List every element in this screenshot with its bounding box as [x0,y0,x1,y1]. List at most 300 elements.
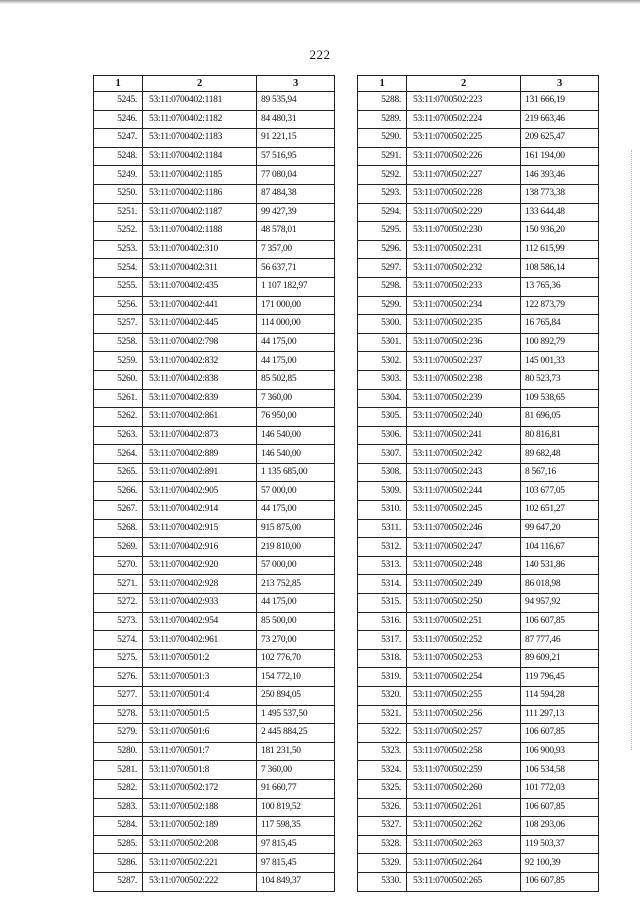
table-row [94,370,335,389]
value-cell: 133 644,48 [521,203,599,222]
table-row [94,389,335,408]
value-cell: 57 000,00 [257,556,335,575]
value-cell: 1 107 182,97 [257,277,335,296]
cadastral-number-cell: 53:11:0700502:254 [407,668,521,687]
cadastral-number-cell: 53:11:0700502:229 [407,203,521,222]
table-row [358,761,599,780]
table-row [94,222,335,241]
cadastral-number-cell: 53:11:0700402:928 [143,575,257,594]
value-cell: 150 936,20 [521,222,599,241]
row-number-cell: 5275. [94,649,143,668]
row-number-cell: 5313. [358,556,407,575]
column-header-number: 1 [358,76,407,92]
table-row [94,761,335,780]
cadastral-number-cell: 53:11:0700402:1185 [143,166,257,185]
cadastral-number-cell: 53:11:0700402:832 [143,352,257,371]
row-number-cell: 5295. [358,222,407,241]
table-row [358,184,599,203]
row-number-cell: 5257. [94,315,143,334]
table-row [358,687,599,706]
cadastral-number-cell: 53:11:0700501:6 [143,724,257,743]
value-cell: 97 815,45 [257,835,335,854]
value-cell: 119 796,45 [521,668,599,687]
table-row [358,575,599,594]
cadastral-number-cell: 53:11:0700502:245 [407,501,521,520]
cadastral-number-cell: 53:11:0700402:1188 [143,222,257,241]
table-row [94,817,335,836]
cadastral-number-cell: 53:11:0700402:311 [143,259,257,278]
value-cell: 106 607,85 [521,872,599,891]
cadastral-number-cell: 53:11:0700502:247 [407,538,521,557]
value-cell: 146 540,00 [257,426,335,445]
cadastral-number-cell: 53:11:0700402:916 [143,538,257,557]
value-cell: 7 360,00 [257,389,335,408]
table-row [94,575,335,594]
value-cell: 146 540,00 [257,445,335,464]
cadastral-number-cell: 53:11:0700402:915 [143,519,257,538]
cadastral-number-cell: 53:11:0700402:861 [143,408,257,427]
row-number-cell: 5250. [94,184,143,203]
row-number-cell: 5285. [94,835,143,854]
row-number-cell: 5294. [358,203,407,222]
table-body-left [94,92,335,892]
row-number-cell: 5308. [358,463,407,482]
row-number-cell: 5259. [94,352,143,371]
cadastral-number-cell: 53:11:0700502:262 [407,817,521,836]
row-number-cell: 5316. [358,612,407,631]
cadastral-number-cell: 53:11:0700402:441 [143,296,257,315]
cadastral-number-cell: 53:11:0700402:839 [143,389,257,408]
value-cell: 73 270,00 [257,631,335,650]
cadastral-number-cell: 53:11:0700502:240 [407,408,521,427]
cadastral-number-cell: 53:11:0700502:264 [407,854,521,873]
column-header-number: 1 [94,76,143,92]
value-cell: 112 615,99 [521,240,599,259]
table-row [358,872,599,891]
cadastral-number-cell: 53:11:0700501:5 [143,705,257,724]
cadastral-number-cell: 53:11:0700502:188 [143,798,257,817]
row-number-cell: 5312. [358,538,407,557]
value-cell: 102 651,27 [521,501,599,520]
row-number-cell: 5298. [358,277,407,296]
cadastral-number-cell: 53:11:0700502:228 [407,184,521,203]
value-cell: 77 080,04 [257,166,335,185]
table-row [94,426,335,445]
cadastral-number-cell: 53:11:0700502:225 [407,129,521,148]
row-number-cell: 5248. [94,147,143,166]
row-number-cell: 5306. [358,426,407,445]
table-row [94,594,335,613]
row-number-cell: 5245. [94,92,143,111]
cadastral-number-cell: 53:11:0700402:891 [143,463,257,482]
cadastral-number-cell: 53:11:0700402:1183 [143,129,257,148]
table-row [94,872,335,891]
value-cell: 102 776,70 [257,649,335,668]
value-cell: 99 427,39 [257,203,335,222]
value-cell: 57 000,00 [257,482,335,501]
value-cell: 76 950,00 [257,408,335,427]
value-cell: 104 849,37 [257,872,335,891]
value-cell: 87 484,38 [257,184,335,203]
cadastral-number-cell: 53:11:0700502:189 [143,817,257,836]
table-body-right [358,92,599,892]
row-number-cell: 5289. [358,110,407,129]
table-row [94,798,335,817]
table-row [358,631,599,650]
scan-edge [0,0,640,4]
value-cell: 89 682,48 [521,445,599,464]
table-row [358,742,599,761]
value-cell: 44 175,00 [257,594,335,613]
row-number-cell: 5258. [94,333,143,352]
value-cell: 146 393,46 [521,166,599,185]
cadastral-number-cell: 53:11:0700502:260 [407,779,521,798]
value-cell: 16 765,84 [521,315,599,334]
row-number-cell: 5274. [94,631,143,650]
row-number-cell: 5305. [358,408,407,427]
value-cell: 56 637,71 [257,259,335,278]
cadastral-number-cell: 53:11:0700502:236 [407,333,521,352]
row-number-cell: 5290. [358,129,407,148]
value-cell: 44 175,00 [257,352,335,371]
value-cell: 87 777,46 [521,631,599,650]
table-row [358,835,599,854]
cadastral-number-cell: 53:11:0700502:226 [407,147,521,166]
table-row [94,668,335,687]
table-row [358,147,599,166]
cadastral-number-cell: 53:11:0700502:244 [407,482,521,501]
value-cell: 7 360,00 [257,761,335,780]
cadastral-number-cell: 53:11:0700501:2 [143,649,257,668]
table-row [358,519,599,538]
row-number-cell: 5252. [94,222,143,241]
cadastral-number-cell: 53:11:0700502:258 [407,742,521,761]
table-row [358,724,599,743]
table-row [94,240,335,259]
row-number-cell: 5304. [358,389,407,408]
table-row [94,463,335,482]
value-cell: 104 116,67 [521,538,599,557]
row-number-cell: 5325. [358,779,407,798]
table-row [358,779,599,798]
table-row [358,668,599,687]
value-cell: 114 594,28 [521,687,599,706]
table-row [94,92,335,111]
cadastral-number-cell: 53:11:0700402:445 [143,315,257,334]
row-number-cell: 5279. [94,724,143,743]
row-number-cell: 5322. [358,724,407,743]
value-cell: 145 001,33 [521,352,599,371]
column-header-cadastral: 2 [407,76,521,92]
table-row [358,798,599,817]
cadastral-number-cell: 53:11:0700502:239 [407,389,521,408]
cadastral-number-cell: 53:11:0700502:223 [407,92,521,111]
row-number-cell: 5266. [94,482,143,501]
column-header-value: 3 [257,76,335,92]
table-row [358,649,599,668]
table-row [94,203,335,222]
table-row [358,240,599,259]
cadastral-number-cell: 53:11:0700502:221 [143,854,257,873]
table-row [358,129,599,148]
row-number-cell: 5251. [94,203,143,222]
value-cell: 111 297,13 [521,705,599,724]
register-table-right [357,75,599,892]
row-number-cell: 5271. [94,575,143,594]
table-row [94,705,335,724]
row-number-cell: 5328. [358,835,407,854]
value-cell: 117 598,35 [257,817,335,836]
cadastral-number-cell: 53:11:0700502:253 [407,649,521,668]
value-cell: 114 000,00 [257,315,335,334]
value-cell: 94 957,92 [521,594,599,613]
value-cell: 106 534,58 [521,761,599,780]
row-number-cell: 5326. [358,798,407,817]
table-row [358,277,599,296]
cadastral-number-cell: 53:11:0700502:232 [407,259,521,278]
row-number-cell: 5265. [94,463,143,482]
cadastral-number-cell: 53:11:0700402:954 [143,612,257,631]
value-cell: 91 660,77 [257,779,335,798]
table-row [94,408,335,427]
cadastral-number-cell: 53:11:0700402:933 [143,594,257,613]
column-header-cadastral: 2 [143,76,257,92]
row-number-cell: 5273. [94,612,143,631]
table-row [358,296,599,315]
table-row [358,110,599,129]
table-row [358,426,599,445]
row-number-cell: 5293. [358,184,407,203]
row-number-cell: 5263. [94,426,143,445]
value-cell: 97 815,45 [257,854,335,873]
cadastral-number-cell: 53:11:0700501:4 [143,687,257,706]
value-cell: 48 578,01 [257,222,335,241]
row-number-cell: 5321. [358,705,407,724]
table-row [358,463,599,482]
value-cell: 80 816,81 [521,426,599,445]
value-cell: 171 000,00 [257,296,335,315]
row-number-cell: 5301. [358,333,407,352]
row-number-cell: 5318. [358,649,407,668]
row-number-cell: 5300. [358,315,407,334]
page-number: 222 [309,47,331,62]
cadastral-number-cell: 53:11:0700402:905 [143,482,257,501]
cadastral-number-cell: 53:11:0700502:248 [407,556,521,575]
table-row [358,538,599,557]
row-number-cell: 5314. [358,575,407,594]
value-cell: 213 752,85 [257,575,335,594]
table-row [358,166,599,185]
table-row [94,556,335,575]
table-row [358,222,599,241]
value-cell: 2 445 884,25 [257,724,335,743]
row-number-cell: 5272. [94,594,143,613]
row-number-cell: 5256. [94,296,143,315]
row-number-cell: 5264. [94,445,143,464]
cadastral-number-cell: 53:11:0700402:1184 [143,147,257,166]
value-cell: 106 607,85 [521,798,599,817]
row-number-cell: 5309. [358,482,407,501]
value-cell: 219 810,00 [257,538,335,557]
row-number-cell: 5278. [94,705,143,724]
value-cell: 89 609,21 [521,649,599,668]
value-cell: 161 194,00 [521,147,599,166]
cadastral-number-cell: 53:11:0700502:241 [407,426,521,445]
row-number-cell: 5299. [358,296,407,315]
cadastral-number-cell: 53:11:0700502:237 [407,352,521,371]
cadastral-number-cell: 53:11:0700402:1181 [143,92,257,111]
cadastral-number-cell: 53:11:0700502:234 [407,296,521,315]
value-cell: 106 607,85 [521,724,599,743]
row-number-cell: 5281. [94,761,143,780]
cadastral-number-cell: 53:11:0700502:265 [407,872,521,891]
value-cell: 100 892,79 [521,333,599,352]
row-number-cell: 5329. [358,854,407,873]
table-row [358,854,599,873]
row-number-cell: 5284. [94,817,143,836]
cadastral-number-cell: 53:11:0700502:263 [407,835,521,854]
table-row [358,612,599,631]
table-row [358,333,599,352]
value-cell: 122 873,79 [521,296,599,315]
row-number-cell: 5288. [358,92,407,111]
cadastral-number-cell: 53:11:0700502:243 [407,463,521,482]
value-cell: 7 357,00 [257,240,335,259]
value-cell: 89 535,94 [257,92,335,111]
row-number-cell: 5317. [358,631,407,650]
row-number-cell: 5270. [94,556,143,575]
cadastral-number-cell: 53:11:0700402:914 [143,501,257,520]
cadastral-number-cell: 53:11:0700402:889 [143,445,257,464]
cadastral-number-cell: 53:11:0700402:310 [143,240,257,259]
value-cell: 119 503,37 [521,835,599,854]
value-cell: 915 875,00 [257,519,335,538]
row-number-cell: 5267. [94,501,143,520]
table-row [358,408,599,427]
row-number-cell: 5296. [358,240,407,259]
row-number-cell: 5297. [358,259,407,278]
value-cell: 131 666,19 [521,92,599,111]
row-number-cell: 5249. [94,166,143,185]
table-row [358,203,599,222]
table-row [94,333,335,352]
row-number-cell: 5307. [358,445,407,464]
table-row [94,129,335,148]
cadastral-number-cell: 53:11:0700502:238 [407,370,521,389]
value-cell: 91 221,15 [257,129,335,148]
table-row [358,594,599,613]
column-header-value: 3 [521,76,599,92]
cadastral-number-cell: 53:11:0700502:242 [407,445,521,464]
value-cell: 109 538,65 [521,389,599,408]
table-row [94,445,335,464]
cadastral-number-cell: 53:11:0700502:231 [407,240,521,259]
cadastral-number-cell: 53:11:0700502:230 [407,222,521,241]
value-cell: 80 523,73 [521,370,599,389]
row-number-cell: 5327. [358,817,407,836]
value-cell: 181 231,50 [257,742,335,761]
row-number-cell: 5247. [94,129,143,148]
table-row [358,259,599,278]
row-number-cell: 5315. [358,594,407,613]
value-cell: 13 765,36 [521,277,599,296]
row-number-cell: 5269. [94,538,143,557]
cadastral-number-cell: 53:11:0700502:235 [407,315,521,334]
table-row [358,556,599,575]
table-row [94,612,335,631]
row-number-cell: 5311. [358,519,407,538]
table-row [358,389,599,408]
row-number-cell: 5254. [94,259,143,278]
table-row [94,352,335,371]
row-number-cell: 5291. [358,147,407,166]
cadastral-number-cell: 53:11:0700402:798 [143,333,257,352]
value-cell: 209 625,47 [521,129,599,148]
cadastral-number-cell: 53:11:0700402:1187 [143,203,257,222]
row-number-cell: 5302. [358,352,407,371]
row-number-cell: 5324. [358,761,407,780]
row-number-cell: 5255. [94,277,143,296]
row-number-cell: 5277. [94,687,143,706]
value-cell: 103 677,05 [521,482,599,501]
table-row [94,147,335,166]
cadastral-number-cell: 53:11:0700502:172 [143,779,257,798]
cadastral-number-cell: 53:11:0700502:259 [407,761,521,780]
value-cell: 44 175,00 [257,501,335,520]
table-row [358,92,599,111]
cadastral-number-cell: 53:11:0700502:255 [407,687,521,706]
table-row [358,352,599,371]
cadastral-number-cell: 53:11:0700502:249 [407,575,521,594]
cadastral-number-cell: 53:11:0700402:920 [143,556,257,575]
value-cell: 99 647,20 [521,519,599,538]
value-cell: 108 586,14 [521,259,599,278]
row-number-cell: 5319. [358,668,407,687]
table-row [94,631,335,650]
value-cell: 1 495 537,50 [257,705,335,724]
table-row [94,501,335,520]
value-cell: 8 567,16 [521,463,599,482]
value-cell: 108 293,06 [521,817,599,836]
row-number-cell: 5286. [94,854,143,873]
value-cell: 92 100,39 [521,854,599,873]
table-row [94,649,335,668]
cadastral-number-cell: 53:11:0700502:208 [143,835,257,854]
table-row [94,779,335,798]
table-row [94,519,335,538]
row-number-cell: 5310. [358,501,407,520]
table-row [358,482,599,501]
table-row [94,277,335,296]
cadastral-number-cell: 53:11:0700402:873 [143,426,257,445]
table-row [94,296,335,315]
cadastral-number-cell: 53:11:0700402:838 [143,370,257,389]
cadastral-number-cell: 53:11:0700402:961 [143,631,257,650]
table-row [358,817,599,836]
cadastral-number-cell: 53:11:0700501:8 [143,761,257,780]
cadastral-number-cell: 53:11:0700402:1186 [143,184,257,203]
cadastral-number-cell: 53:11:0700402:1182 [143,110,257,129]
value-cell: 84 480,31 [257,110,335,129]
value-cell: 100 819,52 [257,798,335,817]
row-number-cell: 5323. [358,742,407,761]
value-cell: 154 772,10 [257,668,335,687]
row-number-cell: 5330. [358,872,407,891]
cadastral-number-cell: 53:11:0700502:222 [143,872,257,891]
row-number-cell: 5282. [94,779,143,798]
register-table-left [93,75,335,892]
table-row [94,724,335,743]
